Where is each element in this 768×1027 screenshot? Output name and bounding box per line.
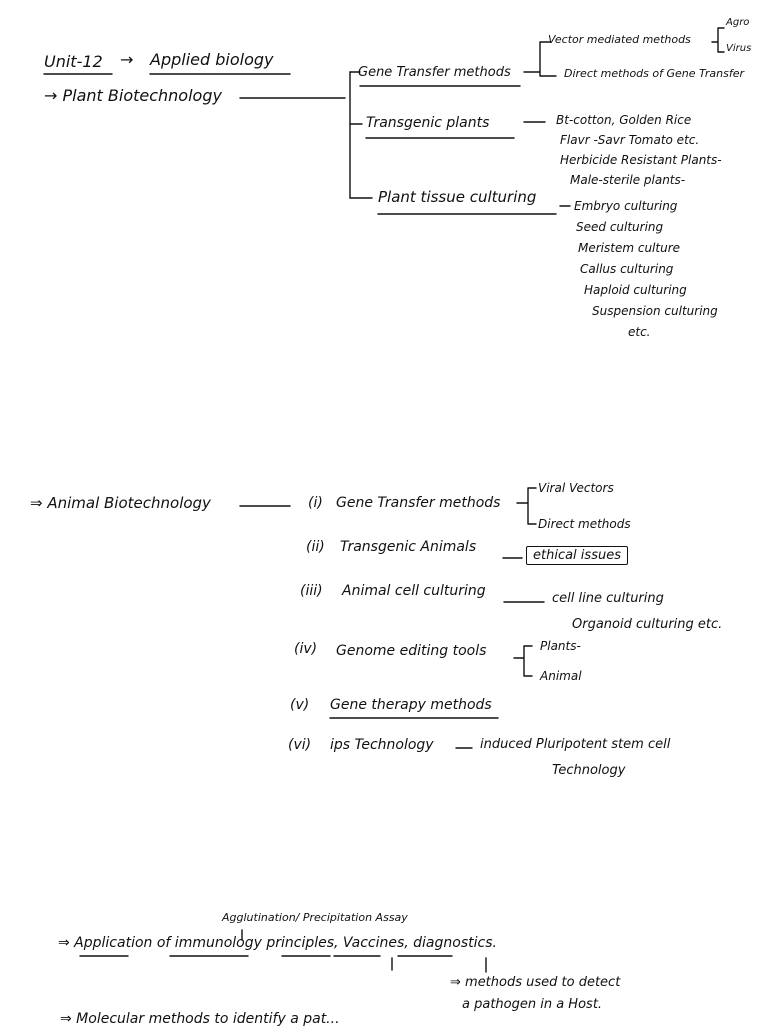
animal-direct-label: Direct methods	[538, 517, 631, 531]
cell-line-label: cell line culturing	[552, 591, 664, 606]
methods-note-1: ⇒ methods used to detect	[450, 975, 621, 990]
molecular-methods-partial: ⇒ Molecular methods to identify a pat...	[60, 1011, 340, 1027]
animal-item-1: Gene Transfer methods	[336, 495, 501, 511]
animal-item-3-num: (iii)	[300, 583, 323, 599]
tissue-item-5: Suspension culturing	[592, 304, 718, 318]
technology-label: Technology	[552, 763, 626, 778]
transgenic-item-1: Flavr -Savr Tomato etc.	[560, 133, 700, 147]
genome-bracket	[514, 646, 532, 676]
plant-biotech-heading: → Plant Biotechnology	[44, 86, 222, 105]
animal-item-6-num: (vi)	[288, 737, 312, 753]
plant-tissue-label: Plant tissue culturing	[378, 188, 537, 206]
animal-item-6: ips Technology	[330, 737, 434, 753]
animal-item-1-num: (i)	[308, 495, 323, 511]
induced-pluripotent-label: induced Pluripotent stem cell	[480, 737, 671, 752]
viral-vectors-label: Viral Vectors	[538, 481, 614, 495]
virus-label: Virus	[726, 43, 752, 54]
vector-mediated-label: Vector mediated methods	[548, 33, 691, 46]
animal-item-4-num: (iv)	[294, 641, 318, 657]
ethical-issues-box: ethical issues	[526, 546, 628, 565]
tissue-item-3: Callus culturing	[580, 262, 674, 276]
direct-methods-label: Direct methods of Gene Transfer	[564, 67, 745, 80]
animal-item-5: Gene therapy methods	[330, 697, 492, 713]
applied-biology: Applied biology	[150, 50, 274, 69]
tissue-item-2: Meristem culture	[578, 241, 681, 255]
transgenic-item-3: Male-sterile plants-	[570, 173, 686, 187]
methods-note-2: a pathogen in a Host.	[462, 997, 603, 1012]
agglutination-note: Agglutination/ Precipitation Assay	[222, 911, 408, 924]
transgenic-plants-label: Transgenic plants	[366, 115, 490, 131]
gene-transfer-bracket	[524, 42, 556, 76]
animal-item-2: Transgenic Animals	[340, 539, 477, 555]
genome-plants-label: Plants-	[540, 639, 581, 653]
animal-gene-bracket	[517, 488, 536, 524]
animal-item-4: Genome editing tools	[336, 643, 487, 659]
unit-label: Unit-12	[44, 52, 103, 71]
tissue-item-4: Haploid culturing	[584, 283, 687, 297]
unit-arrow: →	[120, 50, 134, 69]
animal-item-2-num: (ii)	[306, 539, 325, 555]
genome-animal-label: Animal	[540, 669, 582, 683]
tissue-item-1: Seed culturing	[576, 220, 664, 234]
transgenic-item-2: Herbicide Resistant Plants-	[560, 153, 722, 167]
tissue-item-0: Embryo culturing	[574, 199, 678, 213]
animal-item-5-num: (v)	[290, 697, 310, 713]
immunology-line: ⇒ Application of immunology principles, Vaccines, diagnostics.	[58, 935, 497, 951]
organoid-label: Organoid culturing etc.	[572, 617, 723, 632]
animal-biotech-heading: ⇒ Animal Biotechnology	[30, 494, 211, 512]
animal-item-3: Animal cell culturing	[342, 583, 486, 599]
tissue-item-6: etc.	[628, 325, 651, 339]
gene-transfer-label: Gene Transfer methods	[358, 65, 511, 80]
agro-virus-bracket	[712, 28, 724, 52]
transgenic-item-0: Bt-cotton, Golden Rice	[556, 113, 692, 127]
agro-label: Agro	[726, 17, 750, 28]
